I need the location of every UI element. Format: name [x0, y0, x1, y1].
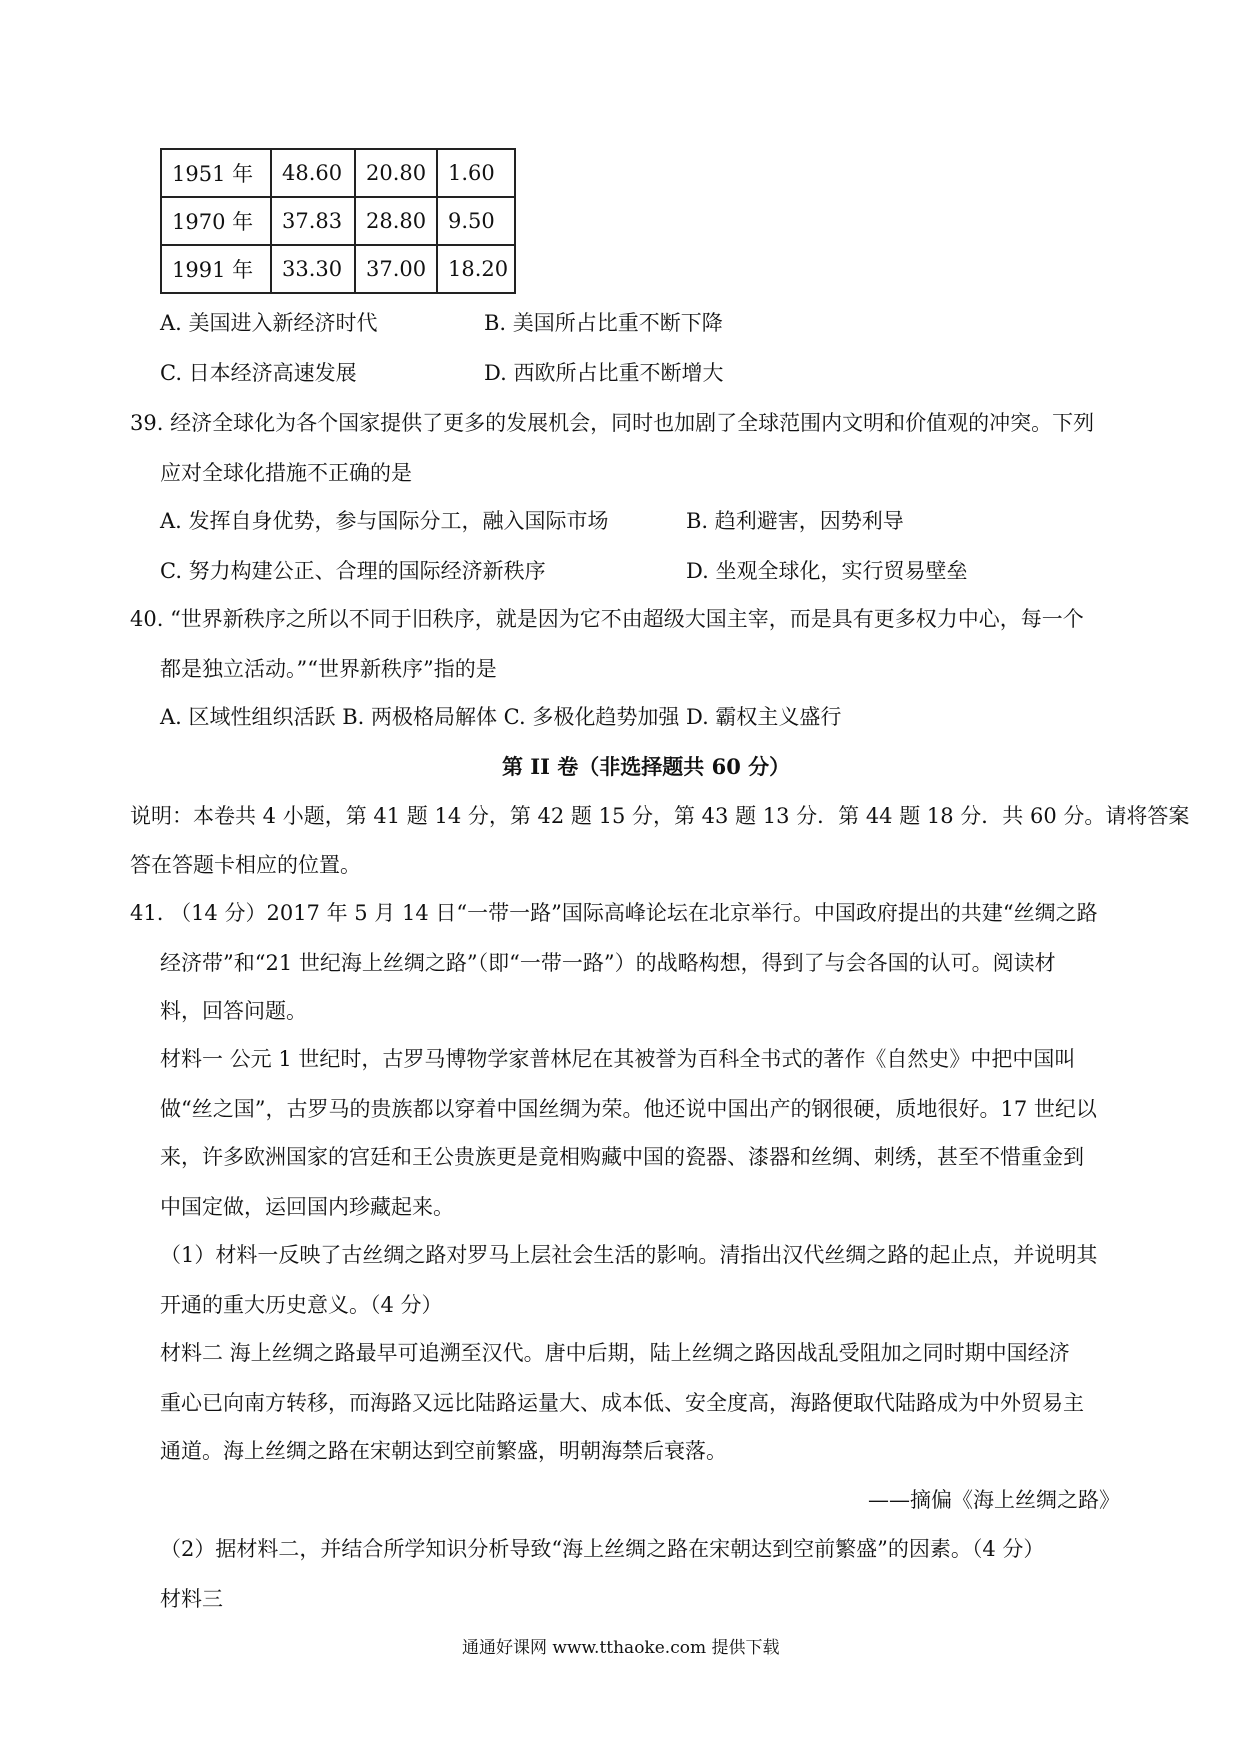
- q39-option-d: D. 坐观全球化，实行贸易壁垒: [686, 559, 968, 583]
- subquestion1-line1: （1）材料一反映了古丝绸之路对罗马上层社会生活的影响。清指出汉代丝绸之路的起止点，并说明其: [160, 1243, 1098, 1267]
- table-cell: 1991 年: [161, 245, 271, 293]
- table-cell: 1970 年: [161, 197, 271, 245]
- q39-option-a: A. 发挥自身优势，参与国际分工，融入国际市场: [160, 509, 609, 533]
- material2-line1: 材料二 海上丝绸之路最早可追溯至汉代。唐中后期，陆上丝绸之路因战乱受阻加之同时期中国经济: [160, 1341, 1070, 1365]
- q40-stem-line1: 40. “世界新秩序之所以不同于旧秩序，就是因为它不由超级大国主宰，而是具有更多权力中心，每一个: [130, 607, 1084, 631]
- table-cell: 1951 年: [161, 149, 271, 197]
- q39-stem-line2: 应对全球化措施不正确的是: [160, 461, 412, 485]
- table-row: [161, 149, 515, 197]
- section-note-line2: 答在答题卡相应的位置。: [130, 853, 361, 877]
- material2-source: ——摘偏《海上丝绸之路》: [868, 1488, 1120, 1512]
- subquestion1-line2: 开通的重大历史意义。（4 分）: [160, 1293, 443, 1317]
- table-cell: 37.00: [355, 245, 437, 293]
- table-cell: 28.80: [355, 197, 437, 245]
- table-row: [161, 245, 515, 293]
- table-cell: 48.60: [271, 149, 355, 197]
- q38-option-b: B. 美国所占比重不断下降: [484, 311, 723, 335]
- data-table: [160, 148, 516, 294]
- material3-label: 材料三: [160, 1587, 223, 1611]
- section-title: 第 II 卷（非选择题共 60 分）: [502, 754, 791, 779]
- q41-stem-line2: 经济带”和“21 世纪海上丝绸之路”（即“一带一路”）的战略构想，得到了与会各国的认可。阅读材: [160, 951, 1056, 975]
- q39-stem-line1: 39. 经济全球化为各个国家提供了更多的发展机会，同时也加剧了全球范围内文明和价值观的冲突。下列: [130, 411, 1095, 435]
- table-cell: 20.80: [355, 149, 437, 197]
- table-cell: 37.83: [271, 197, 355, 245]
- table-cell: 9.50: [437, 197, 515, 245]
- table-cell: 33.30: [271, 245, 355, 293]
- q38-option-a: A. 美国进入新经济时代: [160, 311, 378, 335]
- material1-line2: 做“丝之国”，古罗马的贵族都以穿着中国丝绸为荣。他还说中国出产的钢很硬，质地很好。17 世纪以: [160, 1097, 1097, 1121]
- q41-stem-line1: 41. （14 分）2017 年 5 月 14 日“一带一路”国际高峰论坛在北京举行。中国政府提出的共建“丝绸之路: [130, 901, 1098, 925]
- q40-stem-line2: 都是独立活动。”“世界新秩序”指的是: [160, 657, 497, 681]
- table-cell: 18.20: [437, 245, 515, 293]
- q38-option-c: C. 日本经济高速发展: [160, 361, 357, 385]
- section-note-line1: 说明：本卷共 4 小题，第 41 题 14 分，第 42 题 15 分，第 43 题 13 分．第 44 题 18 分．共 60 分。请将答案: [130, 804, 1190, 828]
- material1-line1: 材料一 公元 1 世纪时，古罗马博物学家普林尼在其被誉为百科全书式的著作《自然史》中把中国叫: [160, 1047, 1076, 1071]
- table-cell: 1.60: [437, 149, 515, 197]
- q39-option-b: B. 趋利避害，因势利导: [686, 509, 904, 533]
- material1-line4: 中国定做，运回国内珍藏起来。: [160, 1195, 454, 1219]
- material2-line3: 通道。海上丝绸之路在宋朝达到空前繁盛，明朝海禁后衰落。: [160, 1439, 727, 1463]
- q40-options: A. 区域性组织活跃 B. 两极格局解体 C. 多极化趋势加强 D. 霸权主义盛行: [160, 705, 842, 729]
- q38-option-d: D. 西欧所占比重不断增大: [484, 361, 724, 385]
- material2-line2: 重心已向南方转移，而海路又远比陆路运量大、成本低、安全度高，海路便取代陆路成为中外贸易主: [160, 1391, 1084, 1415]
- q41-stem-line3: 料，回答问题。: [160, 999, 307, 1023]
- material1-line3: 来，许多欧洲国家的宫廷和王公贵族更是竟相购藏中国的瓷器、漆器和丝绸、刺绣，甚至不惜重金到: [160, 1145, 1084, 1169]
- q39-option-c: C. 努力构建公正、合理的国际经济新秩序: [160, 559, 546, 583]
- subquestion2: （2）据材料二，并结合所学知识分析导致“海上丝绸之路在宋朝达到空前繁盛”的因素。（4 分）: [160, 1537, 1045, 1561]
- page-footer: 通通好课网 www.tthaoke.com 提供下载: [462, 1638, 780, 1658]
- table-row: [161, 197, 515, 245]
